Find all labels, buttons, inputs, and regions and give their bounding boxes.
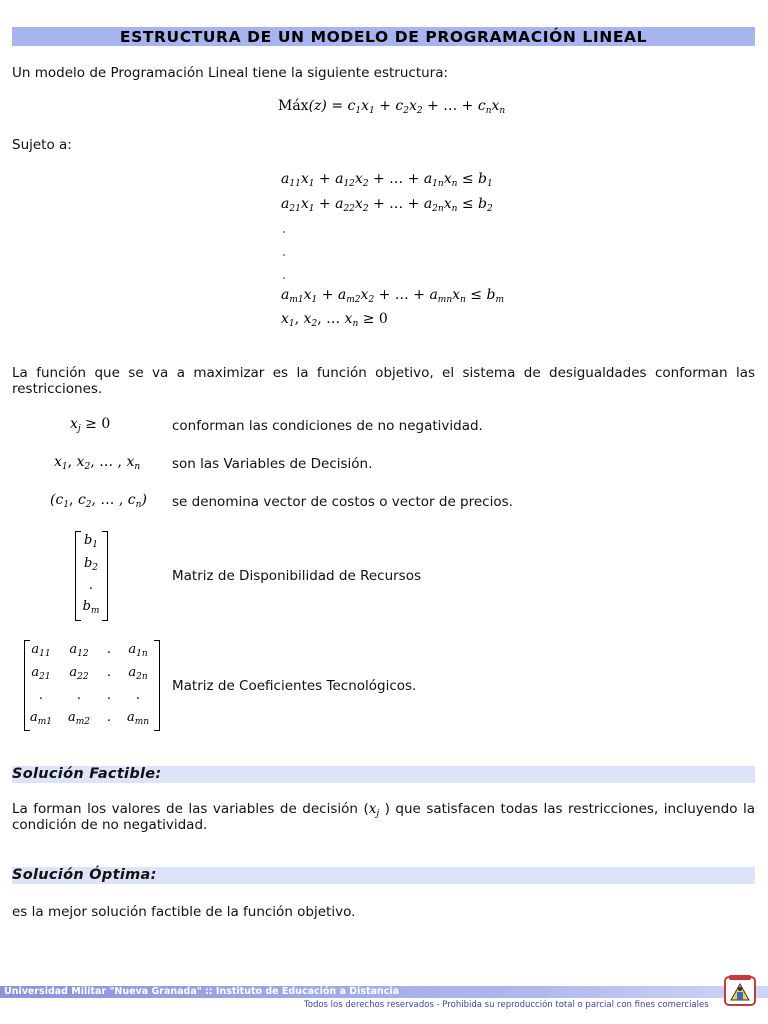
matrix-entry: $a_{11}$: [31, 642, 51, 659]
optima-text: es la mejor solución factible de la función objetivo.: [12, 904, 356, 920]
subject-to-label: Sujeto a:: [12, 137, 72, 153]
objective-function: Máx(z) = $c_1x_1 + c_2x_2$ + … + $c_nx_n$: [278, 98, 506, 116]
matrix-entry: .: [106, 688, 112, 703]
matrix-entry: $a_{12}$: [69, 642, 89, 659]
matrix-entry: .: [76, 688, 82, 703]
matrix-entry: $a_{21}$: [31, 665, 51, 682]
university-seal-icon: [722, 972, 758, 1008]
ellipsis-dot: [283, 231, 285, 233]
vector-entry: $b_m$: [82, 599, 100, 616]
ellipsis-dot: [283, 277, 285, 279]
matrix-entry: $a_{1n}$: [128, 642, 148, 659]
footer-rights: Todos los derechos reservados - Prohibida su reproducción total o parcial con fines comerciales: [304, 1000, 709, 1010]
intro-text: Un modelo de Programación Lineal tiene la siguiente estructura:: [12, 65, 449, 81]
coefficient-matrix: [24, 640, 160, 731]
vector-entry: $b_2$: [83, 556, 99, 573]
def-expr-decision-vars: $x_1$, $x_2$, … , $x_n$: [54, 454, 141, 472]
vector-entry: $b_1$: [83, 533, 99, 550]
page-title: ESTRUCTURA DE UN MODELO DE PROGRAMACIÓN LINEAL: [12, 27, 755, 46]
section-heading-factible: Solución Factible:: [12, 766, 755, 783]
def-text-decision-vars: son las Variables de Decisión.: [172, 456, 373, 472]
factible-paragraph: La forman los valores de las variables de decisión ($x_j$ ) que satisfacen todas las restricciones, incluyendo la condición de no negatividad.: [12, 801, 755, 833]
matrix-entry: $a_{mn}$: [126, 710, 150, 727]
matrix-entry: $a_{2n}$: [128, 665, 148, 682]
def-expr-nonneg: $x_j \ge 0$: [70, 416, 111, 434]
nonnegativity-constraint: $x_1$, $x_2$, … $x_n \ge 0$: [281, 311, 388, 329]
matrix-entry: $a_{m1}$: [29, 710, 53, 727]
section-heading-optima: Solución Óptima:: [12, 867, 755, 884]
xj-inline: $x_j$: [368, 801, 380, 819]
constraint-row-m: $a_{m1}x_1 + a_{m2}x_2$ + … + $a_{mn}x_n \le b_m$: [281, 287, 504, 305]
def-text-cost-vector: se denomina vector de costos o vector de precios.: [172, 494, 513, 510]
footer-bar: Universidad Militar "Nueva Granada" :: Instituto de Educación a Distancia: [0, 986, 768, 998]
matrix-entry: .: [106, 710, 112, 725]
constraint-row-1: $a_{11}x_1 + a_{12}x_2$ + … + $a_{1n}x_n \le b_1$: [281, 171, 493, 189]
matrix-entry: .: [135, 688, 141, 703]
ellipsis-dot: [283, 254, 285, 256]
matrix-entry: $a_{m2}$: [67, 710, 91, 727]
vector-entry: .: [88, 578, 94, 593]
def-expr-cost-vector: ($c_1$, $c_2$, … , $c_n$): [50, 492, 147, 510]
resource-vector: [75, 531, 108, 621]
matrix-entry: $a_{22}$: [69, 665, 89, 682]
def-text-resource-matrix: Matriz de Disponibilidad de Recursos: [172, 568, 421, 584]
def-text-nonneg: conforman las condiciones de no negatividad.: [172, 418, 483, 434]
matrix-entry: .: [106, 642, 112, 657]
def-text-coefficient-matrix: Matriz de Coeficientes Tecnológicos.: [172, 678, 417, 694]
matrix-entry: .: [106, 665, 112, 680]
explanation-paragraph: La función que se va a maximizar es la función objetivo, el sistema de desigualdades conforman las restricciones.: [12, 365, 755, 397]
matrix-entry: .: [38, 688, 44, 703]
constraint-row-2: $a_{21}x_1 + a_{22}x_2$ + … + $a_{2n}x_n \le b_2$: [281, 196, 493, 214]
